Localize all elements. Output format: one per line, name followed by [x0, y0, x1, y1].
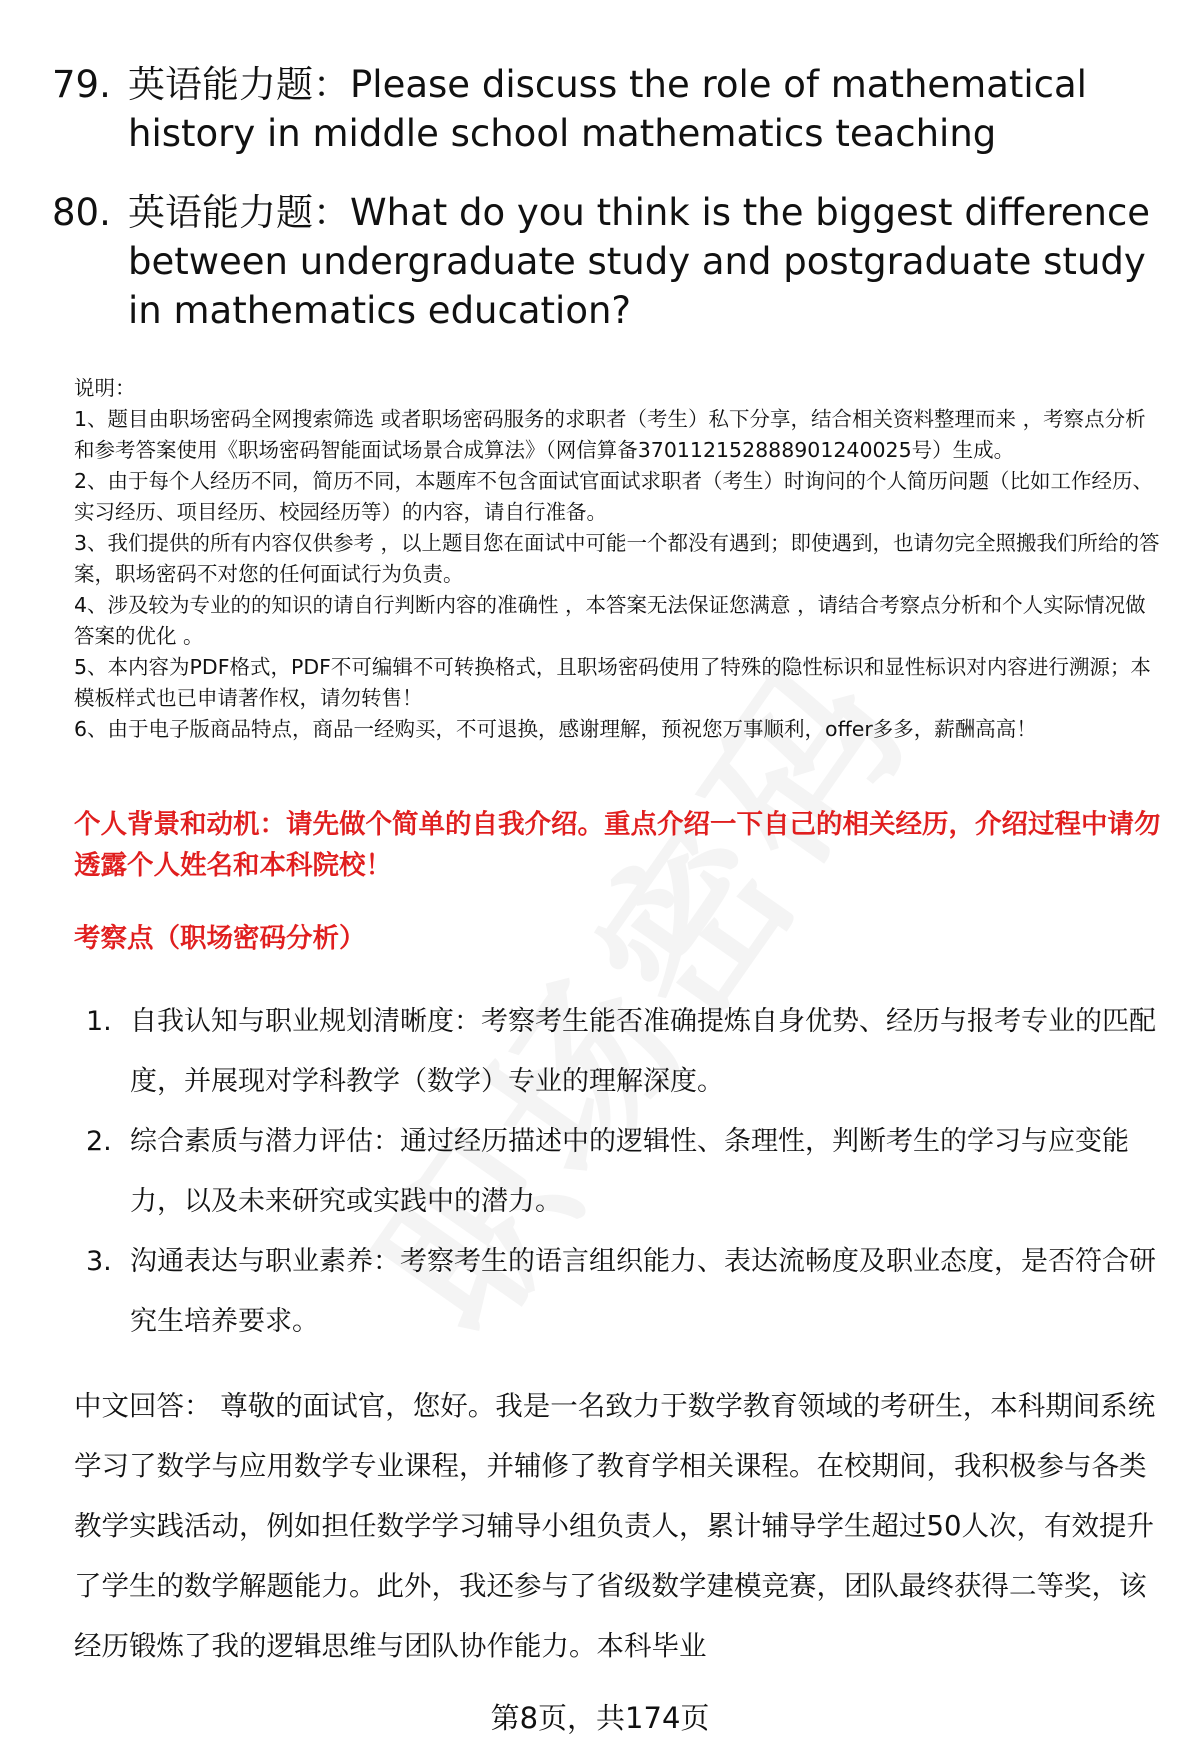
question-number: 79.: [52, 63, 111, 106]
note-item: 2、由于每个人经历不同，简历不同，本题库不包含面试官面试求职者（考生）时询问的个人简历问题（比如工作经历、实习经历、项目经历、校园经历等）的内容，请自行准备。: [74, 469, 1154, 524]
point-number: 2.: [86, 1126, 112, 1157]
analysis-point: [86, 1232, 1166, 1352]
question-text: 英语能力题：What do you think is the biggest difference between undergraduate study and postgraduate study in mathematics education?: [128, 191, 1151, 332]
point-number: 3.: [86, 1246, 112, 1277]
analysis-point: [86, 992, 1166, 1112]
note-item: 3、我们提供的所有内容仅供参考 ，以上题目您在面试中可能一个都没有遇到；即使遇到，也请勿完全照搬我们所给的答案，职场密码不对您的任何面试行为负责。: [74, 531, 1160, 586]
note-item: 1、题目由职场密码全网搜索筛选 或者职场密码服务的求职者（考生）私下分享，结合相关资料整理而来 ，考察点分析和参考答案使用《职场密码智能面试场景合成算法》（网信算备370112152888901240025号）生成。: [74, 407, 1146, 462]
question-list: [52, 60, 1162, 365]
note-item: 4、涉及较为专业的的知识的请自行判断内容的准确性 ，本答案无法保证您满意 ，请结合考察点分析和个人实际情况做答案的优化 。: [74, 593, 1146, 648]
question-text: 英语能力题：Please discuss the role of mathematical history in middle school mathematics teaching: [128, 63, 1087, 155]
notes-title: 说明：: [74, 376, 136, 400]
analysis-heading: 考察点（职场密码分析）: [74, 923, 366, 954]
page-footer: 第8页，共174页: [490, 1701, 710, 1735]
section-heading: 个人背景和动机：请先做个简单的自我介绍。重点介绍一下自己的相关经历，介绍过程中请勿透露个人姓名和本科院校！: [74, 809, 1161, 881]
answer-block: [74, 1376, 1164, 1676]
point-text: 沟通表达与职业素养：考察考生的语言组织能力、表达流畅度及职业态度，是否符合研究生培养要求。: [130, 1246, 1156, 1337]
analysis-points: [86, 992, 1166, 1352]
question-number: 80.: [52, 191, 111, 234]
point-text: 自我认知与职业规划清晰度：考察考生能否准确提炼自身优势、经历与报考专业的匹配度，并展现对学科教学（数学）专业的理解深度。: [130, 1006, 1156, 1097]
note-item: 6、由于电子版商品特点，商品一经购买，不可退换，感谢理解，预祝您万事顺利，offer多多，薪酬高高！: [74, 717, 1037, 741]
question-item: [52, 188, 1162, 335]
notes-block: [74, 373, 1164, 745]
point-number: 1.: [86, 1006, 112, 1037]
note-item: 5、本内容为PDF格式，PDF不可编辑不可转换格式，且职场密码使用了特殊的隐性标识和显性标识对内容进行溯源；本模板样式也已申请著作权，请勿转售！: [74, 655, 1151, 710]
analysis-point: [86, 1112, 1166, 1232]
answer-text: 中文回答： 尊敬的面试官，您好。我是一名致力于数学教育领域的考研生，本科期间系统学习了数学与应用数学专业课程，并辅修了教育学相关课程。在校期间，我积极参与各类教学实践活动，例如担任数学学习辅导小组负责人，累计辅导学生超过50人次，有效提升了学生的数学解题能力。此外，我还参与了省级数学建模竞赛，团队最终获得二等奖，该经历锻炼了我的逻辑思维与团队协作能力。本科毕业: [74, 1390, 1156, 1662]
question-item: [52, 60, 1162, 158]
point-text: 综合素质与潜力评估：通过经历描述中的逻辑性、条理性，判断考生的学习与应变能力，以及未来研究或实践中的潜力。: [130, 1126, 1129, 1217]
